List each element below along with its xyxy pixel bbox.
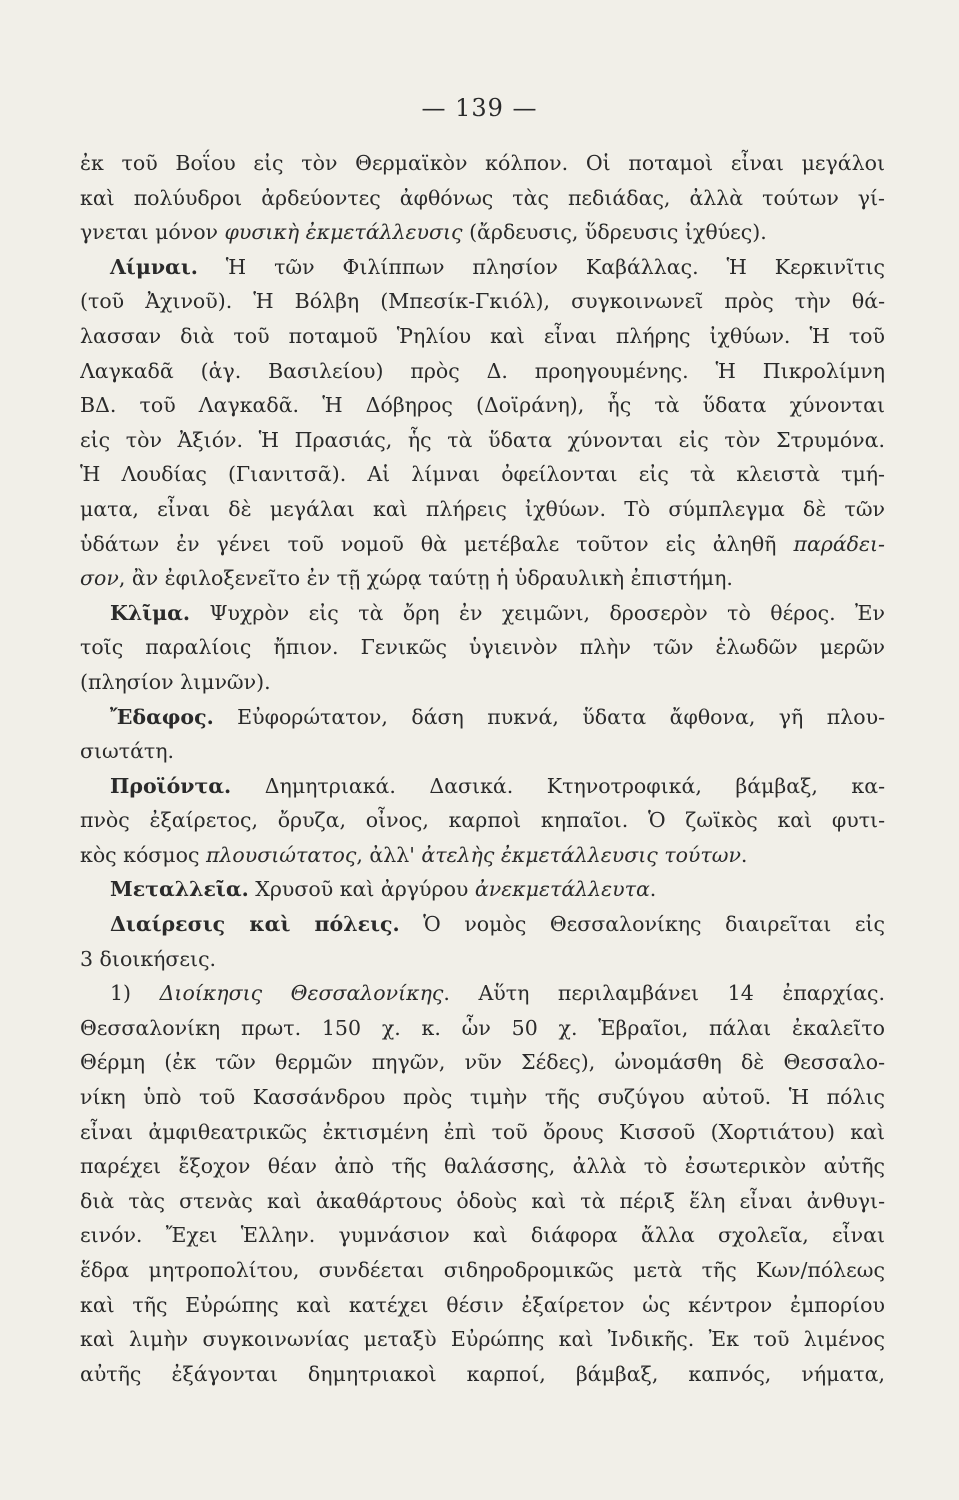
- section-heading: Προϊόντα.: [110, 773, 232, 798]
- text-line: [80, 1080, 885, 1115]
- text-line: [80, 1115, 885, 1150]
- text-segment: ἐκ τοῦ Βοΐου εἰς τὸν Θερμαϊκὸν κόλπον. Οἱ ποταμοὶ εἶναι μεγάλοι: [80, 151, 885, 175]
- text-line: [80, 388, 885, 423]
- text-line: [80, 872, 885, 907]
- text-segment: διὰ τὰς στενὰς καὶ ἀκαθάρτους ὁδοὺς καὶ τὰ πέριξ ἕλη εἶναι ἀνθυγι-: [80, 1188, 885, 1213]
- text-line: [80, 1357, 885, 1392]
- text-segment: ματα, εἶναι δὲ μεγάλαι καὶ πλήρεις ἰχθύων. Τὸ σύμπλεγμα δὲ τῶν: [80, 496, 885, 521]
- text-segment: Ὁ νομὸς Θεσσαλονίκης διαιρεῖται εἰς: [399, 912, 885, 937]
- text-segment: Εὐφορώτατον, δάση πυκνά, ὕδατα ἄφθονα, γῆ πλου-: [213, 704, 885, 729]
- section-heading: Λίμναι.: [110, 254, 198, 279]
- text-line: [80, 1011, 885, 1046]
- text-segment: ὑδάτων ἐν γένει τοῦ νομοῦ θὰ μετέβαλε τοῦτον εἰς ἀληθῆ: [80, 531, 794, 556]
- text-line: [80, 700, 885, 735]
- text-line: [80, 907, 885, 942]
- text-line: [80, 596, 885, 631]
- text-line: [80, 284, 885, 319]
- text-segment: Θέρμη (ἐκ τῶν θερμῶν πηγῶν, νῦν Σέδες), ὠνομάσθη δὲ Θεσσαλο-: [80, 1050, 885, 1075]
- text-line: [80, 942, 885, 977]
- text-line: [80, 1184, 885, 1219]
- text-segment: .: [649, 877, 657, 902]
- text-line: [80, 734, 885, 769]
- text-line: [80, 457, 885, 492]
- text-segment: , ἀλλ': [356, 842, 422, 867]
- text-line: [80, 630, 885, 665]
- text-segment: κὸς κόσμος: [80, 842, 206, 867]
- text-segment: σιωτάτη.: [80, 739, 175, 764]
- text-segment: Λαγκαδᾶ (ἁγ. Βασιλείου) πρὸς Δ. προηγουμένης. Ἡ Πικρολίμνη: [80, 358, 885, 383]
- text-line: [80, 527, 885, 562]
- italic-text: Διοίκησις Θεσσαλονίκης: [159, 981, 444, 1006]
- text-segment: .: [740, 842, 748, 867]
- text-segment: , ἂν ἐφιλοξενεῖτο ἐν τῇ χώρᾳ ταύτῃ ἡ ὑδραυλικὴ ἐπιστήμη.: [118, 566, 733, 591]
- text-segment: Χρυσοῦ καὶ ἀργύρου: [248, 877, 475, 902]
- text-line: [80, 423, 885, 458]
- text-line: [80, 354, 885, 389]
- text-line: [80, 215, 885, 250]
- text-line: [80, 181, 885, 216]
- text-segment: (ἄρδευσις, ὕδρευσις ἰχθύες).: [462, 220, 767, 245]
- text-segment: παρέχει ἔξοχον θέαν ἀπὸ τῆς θαλάσσης, ἀλλὰ τὸ ἐσωτερικὸν αὐτῆς: [80, 1154, 885, 1179]
- text-segment: (πλησίον λιμνῶν).: [80, 669, 271, 694]
- text-segment: Δημητριακά. Δασικά. Κτηνοτροφικά, βάμβαξ, κα-: [231, 773, 885, 798]
- text-line: [80, 803, 885, 838]
- text-segment: αὐτῆς ἐξάγονται δημητριακοὶ καρποί, βάμβαξ, καπνός, νήματα,: [80, 1361, 885, 1386]
- italic-text: ἀνεκμετάλλευτα: [474, 877, 650, 902]
- text-segment: Ἡ Λουδίας (Γιανιτσᾶ). Αἱ λίμναι ὀφείλονται εἰς τὰ κλειστὰ τμή-: [80, 462, 885, 487]
- text-segment: Θεσσαλονίκη πρωτ. 150 χ. κ. ὧν 50 χ. Ἑβραῖοι, πάλαι ἐκαλεῖτο: [80, 1015, 885, 1040]
- text-segment: Ψυχρὸν εἰς τὰ ὄρη ἐν χειμῶνι, δροσερὸν τὸ θέρος. Ἐν: [190, 600, 885, 625]
- text-segment: . Αὕτη περιλαμβάνει 14 ἐπαρχίας.: [443, 981, 885, 1006]
- text-line: [80, 561, 885, 596]
- text-segment: εινόν. Ἔχει Ἑλλην. γυμνάσιον καὶ διάφορα ἄλλα σχολεῖα, εἶναι: [80, 1223, 885, 1248]
- text-segment: πνὸς ἐξαίρετος, ὄρυζα, οἶνος, καρποὶ κηπαῖοι. Ὁ ζωϊκὸς καὶ φυτι-: [80, 808, 885, 833]
- text-line: [80, 1218, 885, 1253]
- text-segment: Ἡ τῶν Φιλίππων πλησίον Καβάλλας. Ἡ Κερκινῖτις: [197, 254, 885, 279]
- text-segment: ΒΔ. τοῦ Λαγκαδᾶ. Ἡ Δόβηρος (Δοϊράνη), ἧς τὰ ὕδατα χύνονται: [80, 393, 885, 418]
- text-line: [80, 838, 885, 873]
- text-line: [80, 1288, 885, 1323]
- body-text: [80, 146, 885, 1391]
- text-segment: καὶ πολύυδροι ἀρδεύοντες ἀφθόνως τὰς πεδιάδας, ἀλλὰ τούτων γί-: [80, 185, 885, 210]
- text-segment: ἕδρα μητροπολίτου, συνδέεται σιδηροδρομικῶς μετὰ τῆς Κων/πόλεως: [80, 1258, 885, 1282]
- text-segment: νίκη ὑπὸ τοῦ Κασσάνδρου πρὸς τιμὴν τῆς συζύγου αὐτοῦ. Ἡ πόλις: [80, 1085, 885, 1110]
- page-number: — 139 —: [421, 94, 538, 122]
- italic-text: ἀτελὴς ἐκμετάλλευσις τούτων: [421, 842, 741, 867]
- text-segment: εἰς τὸν Ἀξιόν. Ἡ Πρασιάς, ἧς τὰ ὕδατα χύνονται εἰς τὸν Στρυμόνα.: [80, 427, 885, 452]
- section-heading: Κλῖμα.: [110, 600, 191, 625]
- text-segment: καὶ τῆς Εὐρώπης καὶ κατέχει θέσιν ἐξαίρετον ὡς κέντρον ἐμπορίου: [80, 1292, 885, 1317]
- text-line: [80, 492, 885, 527]
- text-line: [80, 1045, 885, 1080]
- text-segment: καὶ λιμὴν συγκοινωνίας μεταξὺ Εὐρώπης καὶ Ἰνδικῆς. Ἐκ τοῦ λιμένος: [80, 1327, 885, 1352]
- text-line: [80, 146, 885, 181]
- text-segment: λασσαν διὰ τοῦ ποταμοῦ Ῥηλίου καὶ εἶναι πλήρης ἰχθύων. Ἡ τοῦ: [80, 323, 885, 348]
- section-heading: Διαίρεσις καὶ πόλεις.: [110, 912, 400, 937]
- text-segment: 1): [110, 981, 160, 1006]
- text-line: [80, 1149, 885, 1184]
- text-line: [80, 976, 885, 1011]
- text-segment: (τοῦ Ἀχινοῦ). Ἡ Βόλβη (Μπεσίκ-Γκιόλ), συγκοινωνεῖ πρὸς τὴν θά-: [80, 289, 885, 314]
- italic-text: παράδει-: [793, 531, 885, 556]
- section-heading: Μεταλλεῖα.: [110, 877, 249, 902]
- text-segment: τοῖς παραλίοις ἤπιον. Γενικῶς ὑγιεινὸν πλὴν τῶν ἑλωδῶν μερῶν: [80, 635, 885, 660]
- text-segment: εἶναι ἀμφιθεατρικῶς ἐκτισμένη ἐπὶ τοῦ ὄρους Κισσοῦ (Χορτιάτου) καὶ: [80, 1119, 885, 1144]
- section-heading: Ἔδαφος.: [110, 704, 214, 729]
- italic-text: πλουσιώτατος: [205, 842, 357, 867]
- text-line: [80, 665, 885, 700]
- italic-text: φυσικὴ ἐκμετάλλευσις: [224, 220, 463, 245]
- text-line: [80, 319, 885, 354]
- text-line: [80, 769, 885, 804]
- text-line: [80, 250, 885, 285]
- text-segment: γνεται μόνον: [80, 220, 225, 245]
- text-line: [80, 1322, 885, 1357]
- text-line: [80, 1253, 885, 1288]
- text-segment: 3 διοικήσεις.: [80, 946, 217, 971]
- italic-text: σον: [80, 566, 119, 591]
